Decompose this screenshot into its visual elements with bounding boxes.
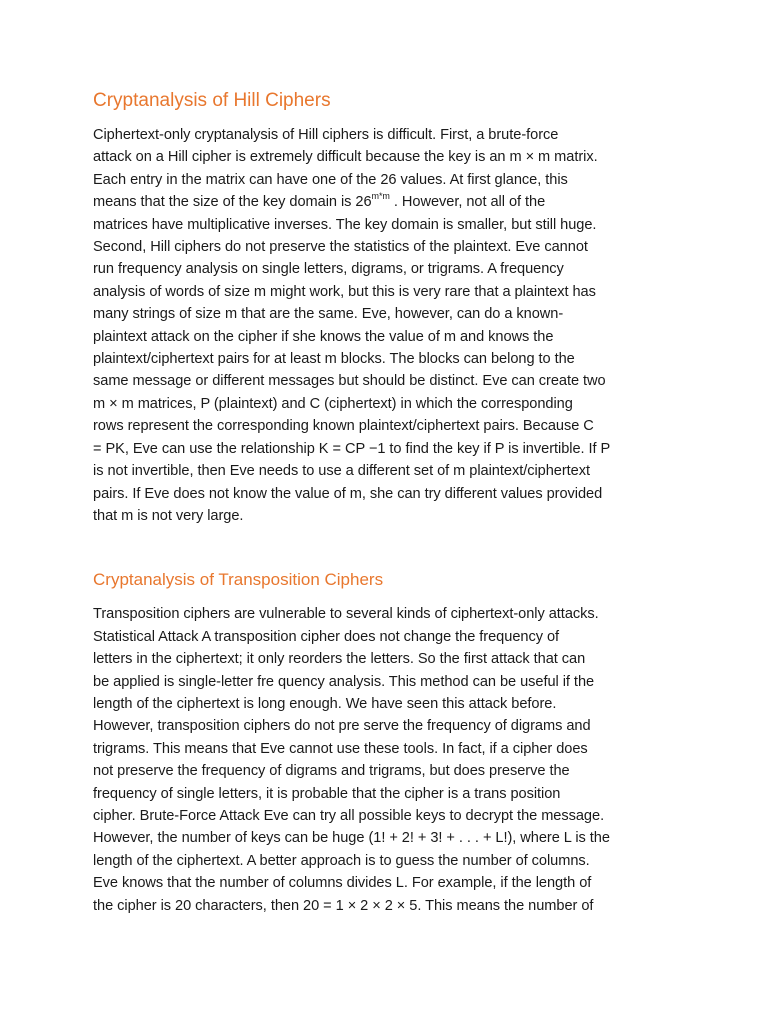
- text-line: that m is not very large.: [93, 507, 244, 524]
- text-line: the cipher is 20 characters, then 20 = 1 × 2 × 2 × 5. This means the number of: [93, 897, 594, 914]
- text-segment: . However, not all of the: [389, 194, 546, 211]
- text-line: run frequency analysis on single letters, digrams, or trigrams. A frequency: [93, 261, 564, 278]
- paragraph-hill-ciphers: [93, 124, 677, 527]
- text-line: Eve knows that the number of columns divides L. For example, if the length of: [93, 875, 592, 892]
- text-line: be applied is single-letter fre quency analysis. This method can be useful if the: [93, 673, 595, 690]
- text-line: Statistical Attack A transposition cipher does not change the frequency of: [93, 628, 560, 645]
- text-line: However, transposition ciphers do not pre serve the frequency of digrams and: [93, 718, 591, 735]
- text-line: length of the ciphertext. A better approach is to guess the number of columns.: [93, 852, 590, 869]
- text-line: Second, Hill ciphers do not preserve the statistics of the plaintext. Eve cannot: [93, 239, 588, 256]
- text-line: trigrams. This means that Eve cannot use these tools. In fact, if a cipher does: [93, 740, 588, 757]
- text-line: Ciphertext-only cryptanalysis of Hill ciphers is difficult. First, a brute-force: [93, 127, 559, 143]
- text-line: matrices have multiplicative inverses. The key domain is smaller, but still huge.: [93, 216, 597, 233]
- section-title-transposition-ciphers: Cryptanalysis of Transposition Ciphers: [93, 570, 384, 590]
- section-title-hill-ciphers: Cryptanalysis of Hill Ciphers: [93, 90, 331, 111]
- text-line: Transposition ciphers are vulnerable to several kinds of ciphertext-only attacks.: [93, 606, 599, 623]
- exponent: m*m: [371, 191, 390, 202]
- text-line: rows represent the corresponding known plaintext/ciphertext pairs. Because C: [93, 418, 594, 435]
- text-line: However, the number of keys can be huge (1! + 2! + 3! + . . . + L!), where L is the: [93, 830, 610, 847]
- text-line: is not invertible, then Eve needs to use a different set of m plaintext/ciphertext: [93, 463, 590, 480]
- text-line: pairs. If Eve does not know the value of m, she can try different values provided: [93, 485, 603, 502]
- text-line: many strings of size m that are the same. Eve, however, can do a known-: [93, 306, 564, 323]
- document-content: [93, 86, 677, 917]
- text-line: Each entry in the matrix can have one of the 26 values. At first glance, this: [93, 171, 568, 188]
- text-line: length of the ciphertext is long enough. We have seen this attack before.: [93, 695, 557, 712]
- text-line: = PK, Eve can use the relationship K = CP −1 to find the key if P is invertible. If P: [93, 440, 611, 457]
- text-line: letters in the ciphertext; it only reorders the letters. So the first attack that can: [93, 651, 586, 668]
- text-line: m × m matrices, P (plaintext) and C (ciphertext) in which the corresponding: [93, 395, 573, 412]
- text-line: analysis of words of size m might work, but this is very rare that a plaintext has: [93, 283, 596, 300]
- text-line: not preserve the frequency of digrams and trigrams, but does preserve the: [93, 763, 570, 780]
- text-segment: means that the size of the key domain is 26: [93, 194, 372, 211]
- text-line: same message or different messages but should be distinct. Eve can create two: [93, 373, 606, 390]
- text-line: frequency of single letters, it is probable that the cipher is a trans position: [93, 785, 561, 802]
- text-line: plaintext/ciphertext pairs for at least m blocks. The blocks can belong to the: [93, 351, 575, 368]
- text-line: cipher. Brute-Force Attack Eve can try all possible keys to decrypt the message.: [93, 807, 605, 824]
- text-line: attack on a Hill cipher is extremely difficult because the key is an m × m matrix.: [93, 149, 598, 166]
- text-line-with-exponent: [93, 191, 677, 213]
- paragraph-transposition-ciphers: [93, 603, 677, 917]
- text-line: plaintext attack on the cipher if she knows the value of m and knows the: [93, 328, 554, 345]
